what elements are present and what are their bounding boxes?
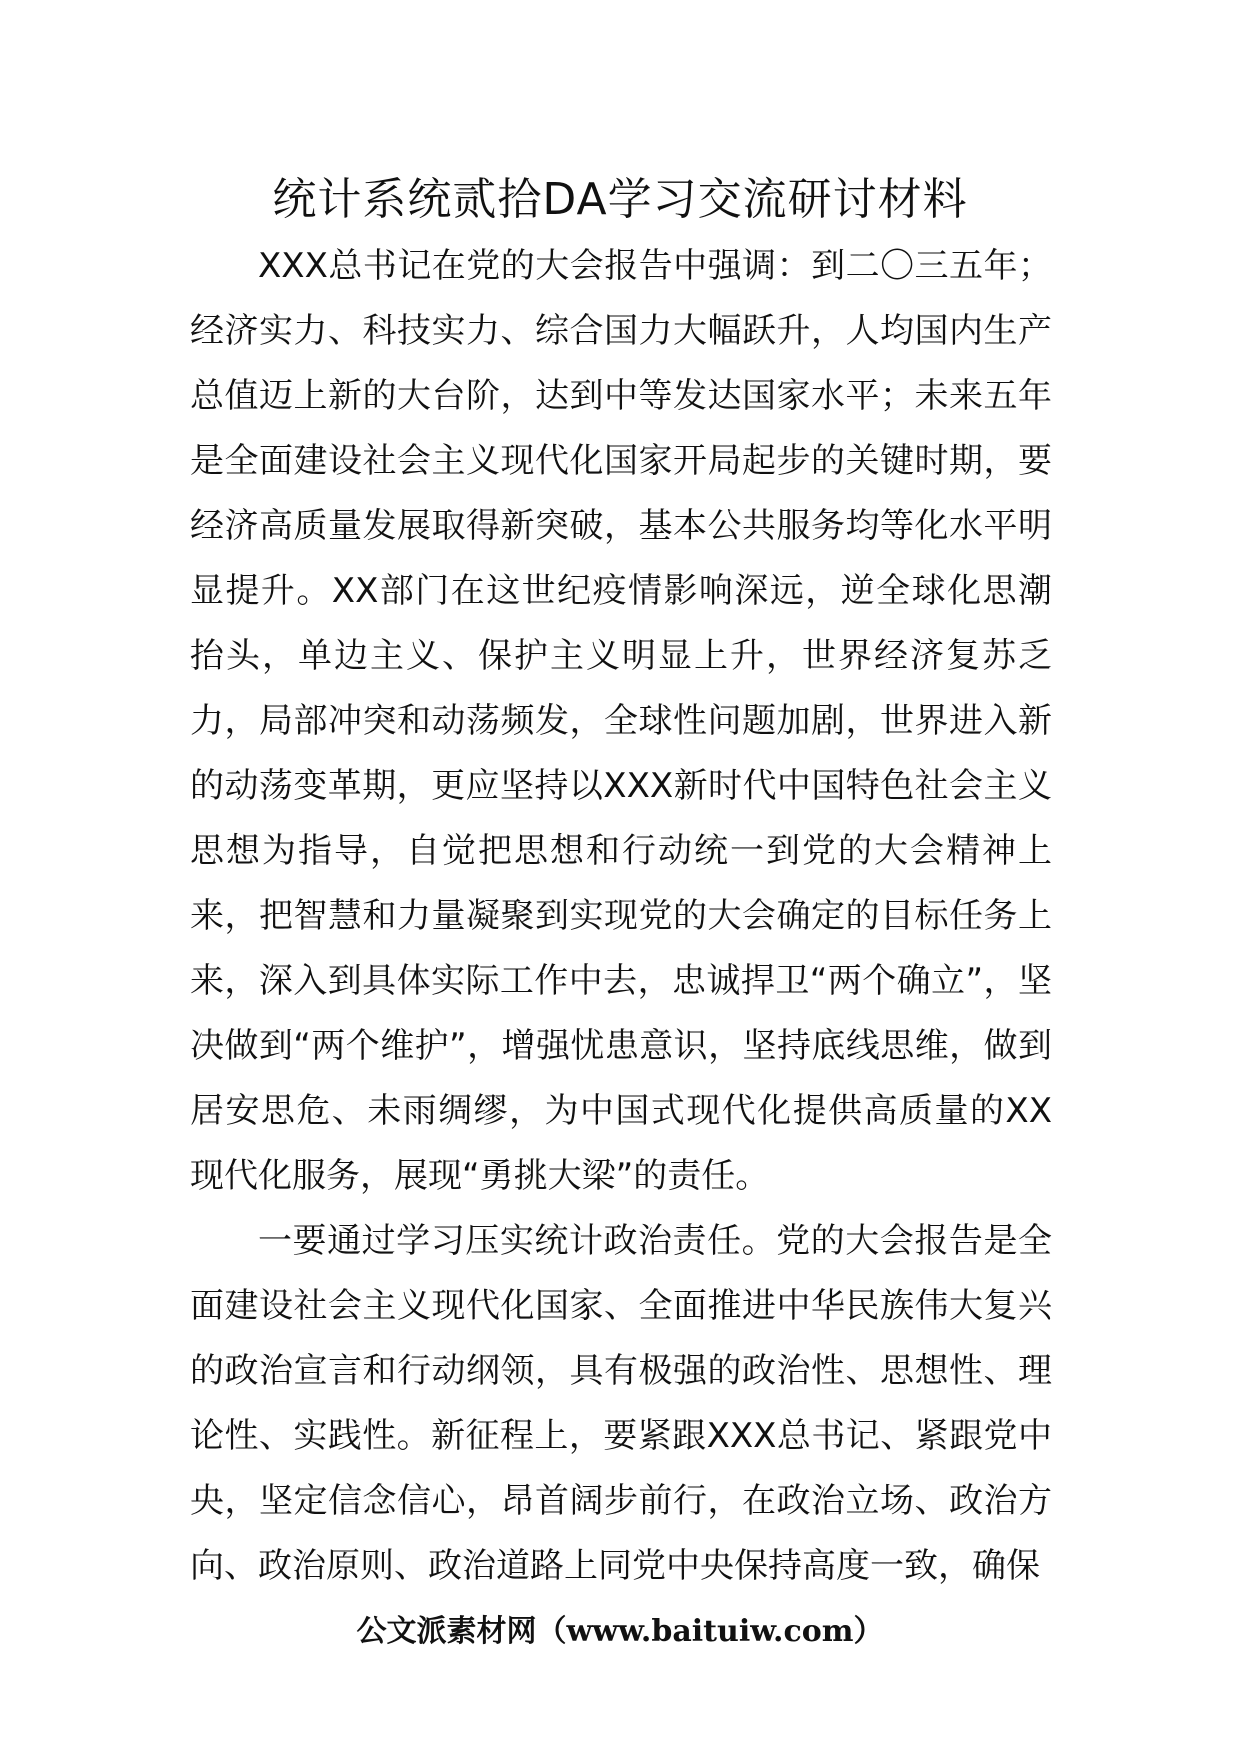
footer-watermark: 公文派素材网（www.baituiw.com）: [356, 1614, 884, 1649]
paragraph-1: XXX总书记在党的大会报告中强调：到二〇三五年；经济实力、科技实力、综合国力大幅跃升，人均国内生产总值迈上新的大台阶，达到中等发达国家水平；未来五年是全面建设社会主义现代化国家开局起步的关键时期，要经济高质量发展取得新突破，基本公共服务均等化水平明显提升。XX部门在这世纪疫情影响深远，逆全球化思潮抬头，单边主义、保护主义明显上升，世界经济复苏乏力，局部冲突和动荡频发，全球性问题加剧，世界进入新的动荡变革期，更应坚持以XXX新时代中国特色社会主义思想为指导，自觉把思想和行动统一到党的大会精神上来，把智慧和力量凝聚到实现党的大会确定的目标任务上来，深入到具体实际工作中去，忠诚捍卫“两个确立”，坚决做到“两个维护”，增强忧患意识，坚持底线思维，做到居安思危、未雨绸缪，为中国式现代化提供高质量的XX现代化服务，展现“勇挑大梁”的责任。: [190, 246, 1052, 1196]
paragraph-2: 一要通过学习压实统计政治责任。党的大会报告是全面建设社会主义现代化国家、全面推进中华民族伟大复兴的政治宣言和行动纲领，具有极强的政治性、思想性、理论性、实践性。新征程上，要紧跟XXX总书记、紧跟党中央，坚定信念信心，昂首阔步前行，在政治立场、政治方向、政治原则、政治道路上同党中央保持高度一致，确保: [190, 1221, 1052, 1586]
document-title: 统计系统贰拾DA学习交流研讨材料: [272, 174, 968, 225]
document-body: [190, 234, 1052, 1599]
